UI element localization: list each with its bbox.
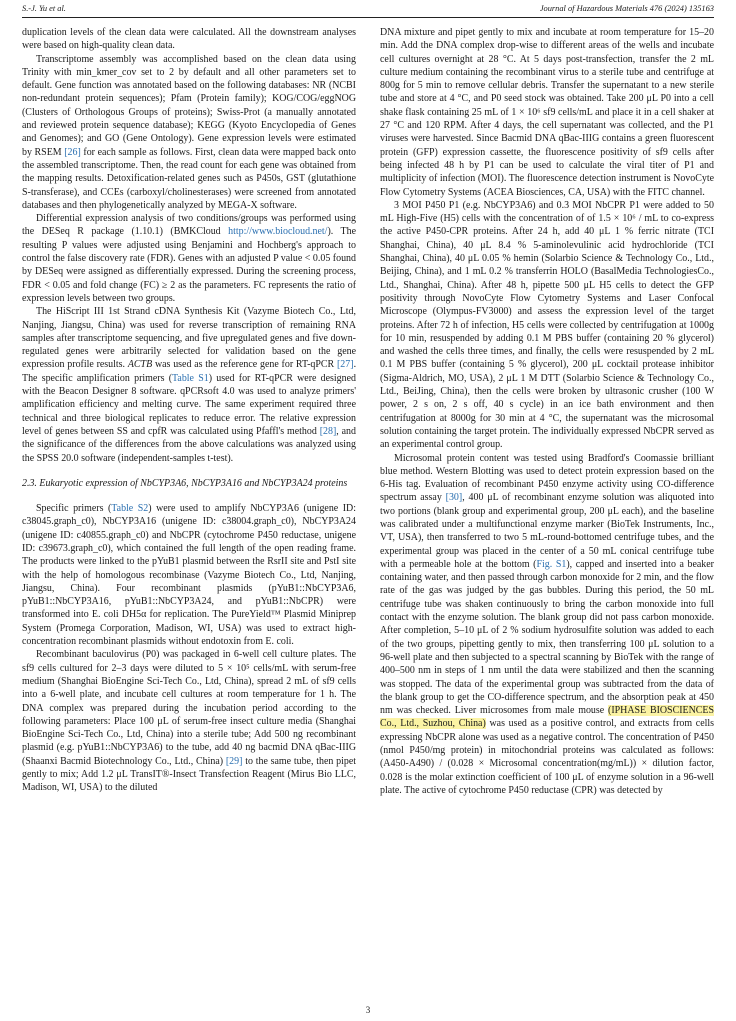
reference-link[interactable]: [30] — [445, 492, 463, 504]
paragraph: Recombinant baculovirus (P0) was packaged in 6-well cell culture plates. The sf9 cells cultured for 2–3 days were diluted to 5 × 10⁵ cells/mL with serum-free medium (Shanghai BioEngine Sci-Tech Co., Ltd, China), spread 2 mL of sf9 cells into a 6-well plate, and incubate cell cultures at room temperature for 1 h. The DNA complex was prepared during the incubation period according to the following parameters: Place 100 μL of serum-free insect culture media (Shanghai BioEngine Sci-Tech Co., Ltd, China) into a sterile tube; Add 500 ng recombinant plasmid (e.g. pYuB1::NbCYP3A6) to the tube, add 40 ng bacmid DNA qBac-IIIG (Shaanxi Bacmid Biotechnology Co., Ltd., China) [29] to the same tube, then pipet gently to mix; Add 1.2 μL TransIT®-Insect Transfection Reagent (Mirus Bio LLC, Madison, WI, USA) to the diluted — [22, 649, 356, 794]
running-head-authors: S.-J. Yu et al. — [22, 4, 66, 13]
paragraph: DNA mixture and pipet gently to mix and incubate at room temperature for 15–20 min. Add the DNA complex drop-wise to different areas of the wells and incubate cell cultures overnight at 28 °C. At 5 days post-transfection, transfer the 2 mL culture medium containing the recombinant virus to a sterile tube and centrifuge at 800g for 5 min to remove cellular debris. Transfer the supernatant to a new sterile tube and store at 4 °C, and P0 seed stock was obtained. Take 200 μL P0 into a cell shake flask containing 25 mL of 1 × 10⁶ sf9 cells/mL and place it in a cell shaker at 27 °C and 120 RPM. After 4 days, the cell supernatant was collected, and the P1 viruses were harvested. Since Bacmid DNA qBac-IIIG contains a green fluorescent protein (GFP) expression cassette, the fluorescence positivity of sf9 cells after being infected 48 h by P1 can be used to calculate the viral titer of P1 and multiplicity of infection (MOI). The fluorescence detection instrument is NovoCyte Flow Cytometry Systems (ACEA Biosciences, CA, USA) with the FITC channel. — [380, 27, 714, 198]
paragraph: duplication levels of the clean data were calculated. All the downstream analyses were based on high-quality clean data. — [22, 27, 356, 52]
paragraph: 3 MOI P450 P1 (e.g. NbCYP3A6) and 0.3 MOI NbCPR P1 were added to 50 mL High-Five (H5) cells with the concentration of of 1.5 × 10⁶ / mL to co-express the active P450-CPR proteins. After 24 h, add 40 μL 1 % ferric nitrate (TCI Shanghai, China), 40 μL 8.4 % 5-aminolevulinic acid hydrochloride (TCI Shanghai, China), 40 μL 0.05 % hemin (Solarbio Science & Technology Co., Ltd., Beijing, China), and 1 mL 0.2 % transferrin HOLO (BasalMedia TechnologiesCo., Ltd., Shanghai, China). After 48 h, pipette 500 μL H5 cells to detect the GFP positivity through NovoCyte Flow Cytometry Systems and Laser Confocal Microscope (Olympus-FV3000) and assess the expression level of the target proteins. After 72 h of infection, H5 cells were collected by centrifugation at 1000g for 10 min, resuspended by adding 0.1 M PBS buffer (containing 20 % glycerol) and washed the cells three times, and finally, the cells were resuspended by 2 mL 0.1 M PBS buffer (containing 5 % glycerol), 200 μL cocktail protease inhibitor (Sigma-Aldrich, MO, USA), 2 μL 1 M DTT (Solarbio Science & Technology Co., Ltd., BeiJing, China), then the cells were broken by ultrasonic crusher (100 W power, 2 s on, 2 s off, 40 s cycle) in an ice bath environment and then centrifugation at 8000g for 30 min at 4 °C, the supernatant was the microsomal solution containing the target protein. The individually expressed NbCPR served as an experimental control group. — [380, 199, 714, 451]
running-head — [22, 0, 714, 18]
paragraph: The HiScript III 1st Strand cDNA Synthesis Kit (Vazyme Biotech Co., Ltd, Nanjing, Jiangsu, China) was used for reverse transcription of remaining RNA samples after transcriptome sequencing, and five upregulated genes and five down-regulated genes were arbitrarily selected for validation based on the gene expression profile results. ACTB was used as the reference gene for RT-qPCR [27]. The specific amplification primers (Table S1) used for RT-qPCR were designed with the Beacon Designer 8 software. qPCRsoft 4.0 was used to analyze primers' amplification efficiency and melting curve. The same experiment required three technical and three biological replicates to reduce error. The relative expression level of genes between SS and cpfR was calculated using Pfaffl's method [28], and the significance of the differences from the above calculations was analyzed using the SPSS 20.0 software (independent-samples t-test). — [22, 306, 356, 464]
table-link[interactable]: Table S1 — [172, 372, 209, 384]
running-head-journal: Journal of Hazardous Materials 476 (2024) 135163 — [539, 4, 714, 13]
url-link[interactable]: http://www.biocloud.net/ — [228, 226, 328, 238]
left-column — [22, 26, 356, 996]
header-rule — [22, 17, 714, 18]
paragraph: Specific primers (Table S2) were used to amplify NbCYP3A6 (unigene ID: c38045.graph_c0), NbCYP3A16 (unigene ID: c38004.graph_c0), NbCYP3A24 (unigene ID: c40855.graph_c0) and NbCPR (cytochrome P450 reductase, unigene ID: c39673.graph_c0), which contained the full length of the open reading frame. The products were linked to the pYuB1 plasmid between the RsrII site and PstI site with the help of homologous recombinase (Vazyme Biotech Co., Ltd, Nanjing, Jiangsu, China). Four recombinant plasmids (pYuB1::NbCYP3A6, pYuB1::NbCYP3A16, pYuB1::NbCYP3A24, and pYuB1::NbCPR) were transformed into E. coli DH5α for replication. The PureYield™ Plasmid Miniprep System (Promega Corporation, Madison, WI, USA) was used to extract high-concentration recombinant plasmids without endotoxin from E. coli. — [22, 503, 356, 648]
reference-link[interactable]: [27] — [337, 359, 354, 371]
page-number: 3 — [365, 1005, 371, 1015]
right-column — [380, 26, 714, 996]
section-heading: 2.3. Eukaryotic expression of NbCYP3A6, NbCYP3A16 and NbCYP3A24 proteins — [22, 477, 348, 489]
reference-link[interactable]: [28] — [319, 425, 337, 437]
paragraph: Microsomal protein content was tested using Bradford's Coomassie brilliant blue method. Western Blotting was used to detect protein expression based on the 6-His tag. Evaluation of recombinant P450 enzyme activity using CO-difference spectrum assay [30], 400 μL of recombinant enzyme solution was aliquoted into two portions (blank group and experimental group, 200 μL each), and the baseline was calibrated under a multifunctional enzyme marker (BioTek Instruments, Inc., VT, USA), then transferred to two 5 mL-round-bottomed centrifuge tubes, and the experimental group was placed in the center of a 50 mL conical centrifuge tube with a permeable hole at the bottom (Fig. S1), capped and inserted into a beaker containing water, and then passed through carbon monoxide for 2 min, and the flow rate of the gas was judged by the gas bubbles. During this period, the 50 mL centrifuge tube was shaken continuously to bring the carbon monoxide into full contact with the enzyme solution. The blank group did not pass carbon monoxide. After completion, 5–10 μL of 2 % sodium hydrosulfite solution was added to each of the two groups, pipetting gently to mix, then transferring 100 μL solution to a 96-well plate and then subjected to a spectral scanning by BioTek with the range of 400–500 nm in steps of 1 nm until the data were stabilized and then the scanning was stopped. The data of the experimental group was subtracted from the data of the blank group to get the CO-difference spectrum, and the absorption peak at 450 nm was checked. Liver microsomes from male mouse (IPHASE BIOSCIENCES Co., Ltd., Suzhou, China) was used as a positive control, and extracts from cells expressing NbCPR alone was used as a negative control. The concentration of P450 (nmol P450/mg protein) in mitochondrial proteins was calculated as follows: (A450-A490) / (0.028 × Microsomal concentration(mg/mL)) × dilution factor, 0.028 is the molar extinction coefficient of 100 μL of enzyme solution in a 96-well plate. The active of cytochrome P450 reductase (CPR) was detected by — [380, 452, 714, 796]
reference-link[interactable]: [26] — [64, 146, 81, 158]
gene-name: ACTB — [127, 359, 153, 371]
reference-link[interactable]: [29] — [225, 755, 243, 767]
paragraph: Differential expression analysis of two conditions/groups was performed using the DESeq R package (1.10.1) (BMKCloud http://www.biocloud.net/). The resulting P values were adjusted using Benjamini and Hochberg's approach to control the false discovery rate (FDR). Genes with an adjusted P value < 0.05 found by DESeq were assigned as differentially expressed. During the screening process, FDR < 0.05 and fold change (FC) ≥ 2 as the parameters. FC represents the ratio of expression levels between two groups. — [22, 213, 356, 304]
highlighted-text: (IPHASE BIOSCIENCES Co., Ltd., Suzhou, China) — [380, 705, 714, 730]
paragraph: Transcriptome assembly was accomplished based on the clean data using Trinity with min_kmer_cov set to 2 by default and all other parameters set to default. Gene function was annotated based on the following databases: NR (NCBI non-redundant protein sequences); Pfam (Protein family); KOG/COG/eggNOG (Clusters of Orthologous Groups of proteins); Swiss-Prot (a manually annotated and reviewed protein sequence database); KEGG (Kyoto Encyclopedia of Genes and Genomes); and GO (Gene Ontology). Gene expression levels were estimated by RSEM [26] for each sample as follows. First, clean data were mapped back onto the assembled transcriptome. Then, the read count for each gene was obtained from the mapping results. Detoxification-related genes such as P450s, GST (glutathione S-transferase), and CCEs (carboxyl/cholinesterases) were screened from annotated databases and then phylogenetically analyzed by MEGA-X software. — [22, 53, 356, 211]
table-link[interactable]: Table S2 — [111, 503, 149, 515]
figure-link[interactable]: Fig. S1 — [536, 558, 567, 570]
